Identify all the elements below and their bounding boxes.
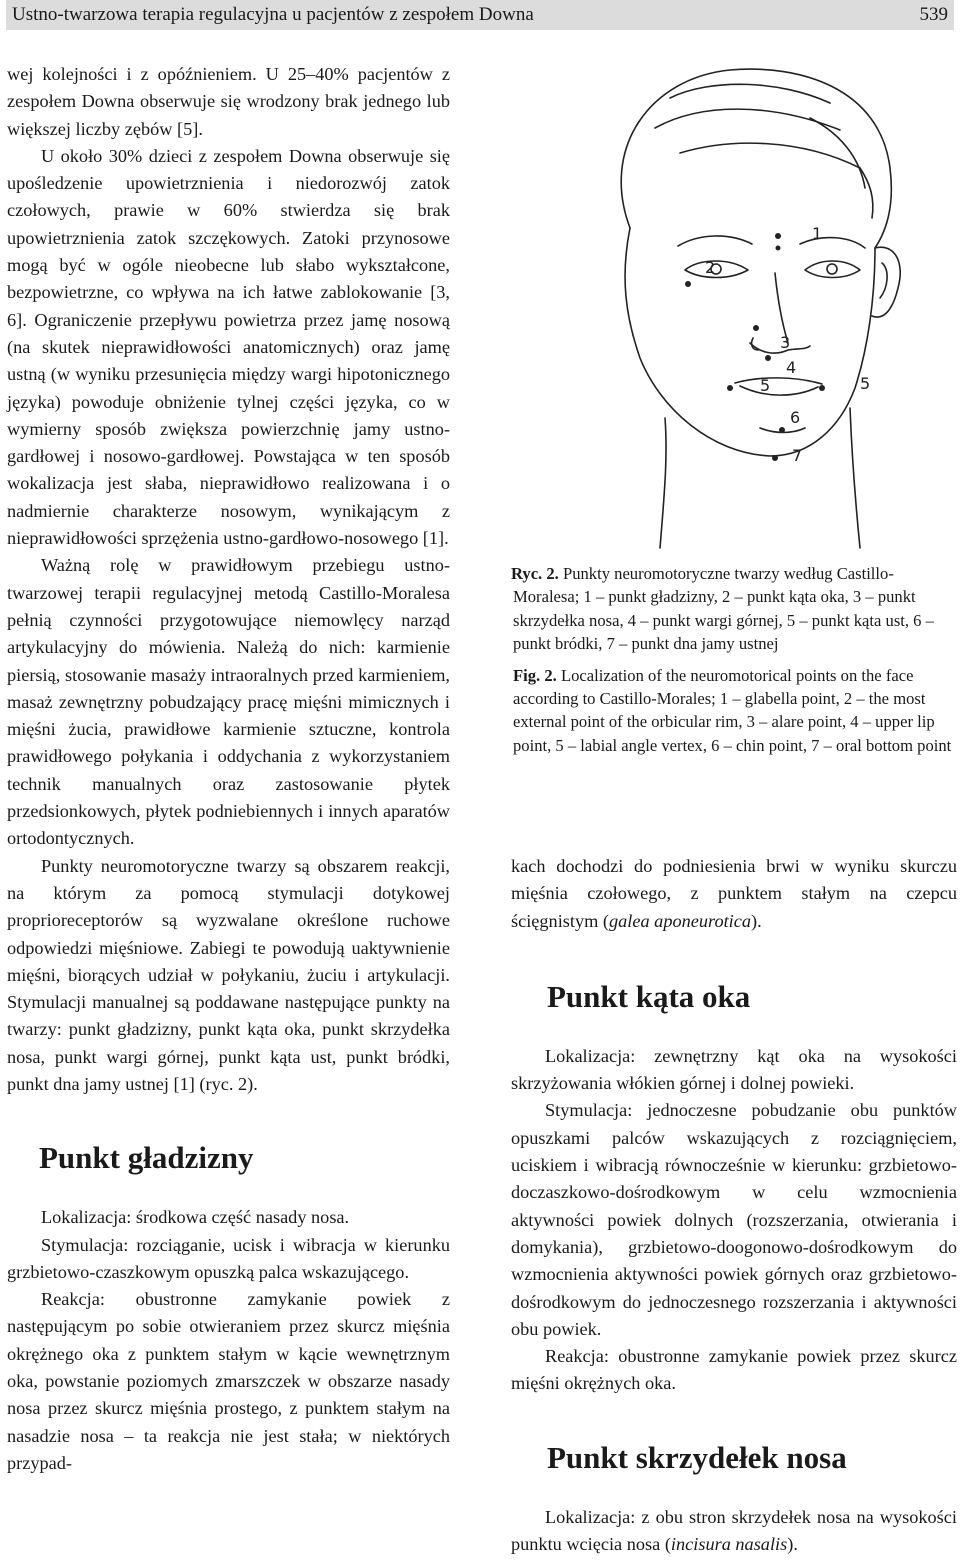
label-3: 3	[780, 333, 791, 352]
text: ).	[787, 1534, 798, 1555]
figure-caption	[513, 562, 959, 757]
paragraph: Lokalizacja: środkowa część nasady nosa.	[41, 1207, 350, 1228]
paragraph	[511, 853, 957, 935]
text: kach dochodzi do podniesienia brwi w wyniku skurczu mięśnia czołowego, z punktem stałym na czepcu ścięgnistym (	[511, 856, 957, 931]
paragraph: Lokalizacja: zewnętrzny kąt oka na wysokości skrzyżowania włókien górnej i dolnej powieki.	[511, 1045, 957, 1094]
caption-text-pl: Punkty neuromotoryczne twarzy według Castillo-Moralesa; 1 – punkt gładzizny, 2 – punkt kąta oka, 3 – punkt skrzydełka nosa, 4 – punkt wargi górnej, 5 – punkt kąta ust, 6 – punkt bródki, 7 – punkt dna jamy ustnej	[513, 564, 934, 654]
caption-label-en: Fig. 2.	[513, 665, 557, 685]
paragraph: Stymulacja: jednoczesne pobudzanie obu punktów opuszkami palców wskazujących z rozciągnięciem, uciskiem i wibracją równocześnie w kierunku: grzbietowo-doczaszkowo-dośrodkowym w celu wzmocnienia aktywności powiek dolnych (rozszerzania, otwierania i domykania), grzbietowo-doogonowo-dośrodkowym do wzmocnienia aktywności powiek górnych oraz grzbietowo-dośrodkowym do jednoczesnego rozszerzania i aktywności obu powiek.	[511, 1100, 957, 1339]
text: ).	[751, 910, 762, 931]
section-heading: Punkt gładzizny	[39, 1140, 254, 1176]
paragraph: Reakcja: obustronne zamykanie powiek z następującym po sobie otwieraniem przez skurcz mięśnia okrężnego oka z punktem stałym w kącie wewnętrznym oka, powstanie poziomych zmarszczek w obszarze nasady nosa przez skurcz mięśnia prostego, z punktem stałym na nasadzie nosa – ta reakcja nie jest stała; w niektórych przypad-	[7, 1289, 450, 1473]
label-5-right: 5	[860, 374, 871, 393]
section-heading: Punkt kąta oka	[547, 978, 751, 1014]
caption-english	[513, 664, 959, 758]
right-column	[511, 853, 957, 1558]
paragraph: Ważną rolę w prawidłowym przebiegu ustno-twarzowej terapii regulacyjnej metodą Castillo-Moralesa pełnią czynności przygotowujące niemowlęcy narząd artykulacyjny do mówienia. Należą do nich: karmienie piersią, stosowanie masaży intraoralnych przed karmieniem, masaż zewnętrzny pobudzający pracę mięśni mimicznych i mięśni żucia, prawidłowe karmienie sztuczne, kontrola prawidłowego połykania i oddychania z wykorzystaniem technik manualnych oraz zastosowanie płytek przedsionkowych, płytek podniebiennych i innych aparatów ortodontycznych.	[7, 555, 450, 849]
latin-term: incisura nasalis	[670, 1534, 788, 1555]
section-heading: Punkt skrzydełek nosa	[547, 1439, 847, 1475]
label-4: 4	[786, 358, 797, 377]
label-7: 7	[792, 446, 803, 465]
caption-polish	[513, 562, 959, 656]
paragraph: Stymulacja: rozciąganie, ucisk i wibracja w kierunku grzbietowo-czaszkowym opuszką palca wskazującego.	[7, 1234, 450, 1282]
left-column	[7, 61, 450, 1477]
text: Lokalizacja: z obu stron skrzydełek nosa na wysokości punktu wcięcia nosa (	[511, 1506, 957, 1555]
paragraph: Reakcja: obustronne zamykanie powiek przez skurcz mięśni okrężnych oka.	[511, 1346, 957, 1394]
label-1: 1	[812, 224, 823, 243]
label-5-left: 5	[760, 376, 771, 395]
label-6: 6	[790, 408, 801, 427]
paragraph: U około 30% dzieci z zespołem Downa obserwuje się upośledzenie upowietrznienia i niedorozwój zatok czołowych, prawie w 60% stwierdza się brak upowietrznienia zatok szczękowych. Zatoki przynosowe mogą być w ogóle nieobecne lub słabo wykształcone, bezpowietrzne, co wpływa na ich łatwe zablokowanie [3, 6]. Ograniczenie przepływu powietrza przez jamę nosową (na skutek nieprawidłowości anatomicznych) oraz jamę ustną (w wyniku przesunięcia między wargi hipotonicznego języka) powoduje obniżenie tylnej części języka, co w wymierny sposób zwiększa powierzchnię jamy ustno-gardłowej i nosowo-gardłowej. Powstająca w ten sposób wokalizacja jest słaba, nieprawidłowo realizowana i o nadmiernie charakterze nosowym, wynikającym z nieprawidłowości sprzężenia ustno-gardłowo-nosowego [1].	[7, 145, 450, 549]
paragraph: wej kolejności i z opóźnieniem. U 25–40% pacjentów z zespołem Downa obserwuje się wrodzony brak jednego lub większej liczby zębów [5].	[7, 64, 450, 139]
running-header	[6, 0, 954, 30]
caption-label-pl: Ryc. 2.	[511, 564, 559, 583]
face-drawing-figure	[560, 58, 940, 558]
paragraph: Punkty neuromotoryczne twarzy są obszarem reakcji, na którym za pomocą stymulacji dotykowej proprioreceptorów są wyzwalane określone ruchowe odpowiedzi mięśniowe. Zabiegi te powodują uaktywnienie mięśni, biorących udział w połykaniu, żuciu i artykulacji. Stymulacji manualnej są poddawane następujące punkty na twarzy: punkt gładzizny, punkt kąta oka, punkt skrzydełka nosa, punkt wargi górnej, punkt kąta ust, punkt bródki, punkt dna jamy ustnej [1] (ryc. 2).	[7, 855, 450, 1094]
caption-text-en: Localization of the neuromotorical points on the face according to Castillo-Morales; 1 – glabella point, 2 – the most external point of the orbicular rim, 3 – alare point, 4 – upper lip point, 5 – labial angle vertex, 6 – chin point, 7 – oral bottom point	[513, 665, 952, 755]
paragraph	[511, 1504, 957, 1559]
label-2: 2	[705, 258, 716, 277]
latin-term: galea aponeurotica	[609, 910, 751, 931]
page-number: 539	[919, 4, 948, 25]
running-title: Ustno-twarzowa terapia regulacyjna u pacjentów z zespołem Downa	[12, 4, 534, 25]
figure-labels	[560, 58, 940, 558]
